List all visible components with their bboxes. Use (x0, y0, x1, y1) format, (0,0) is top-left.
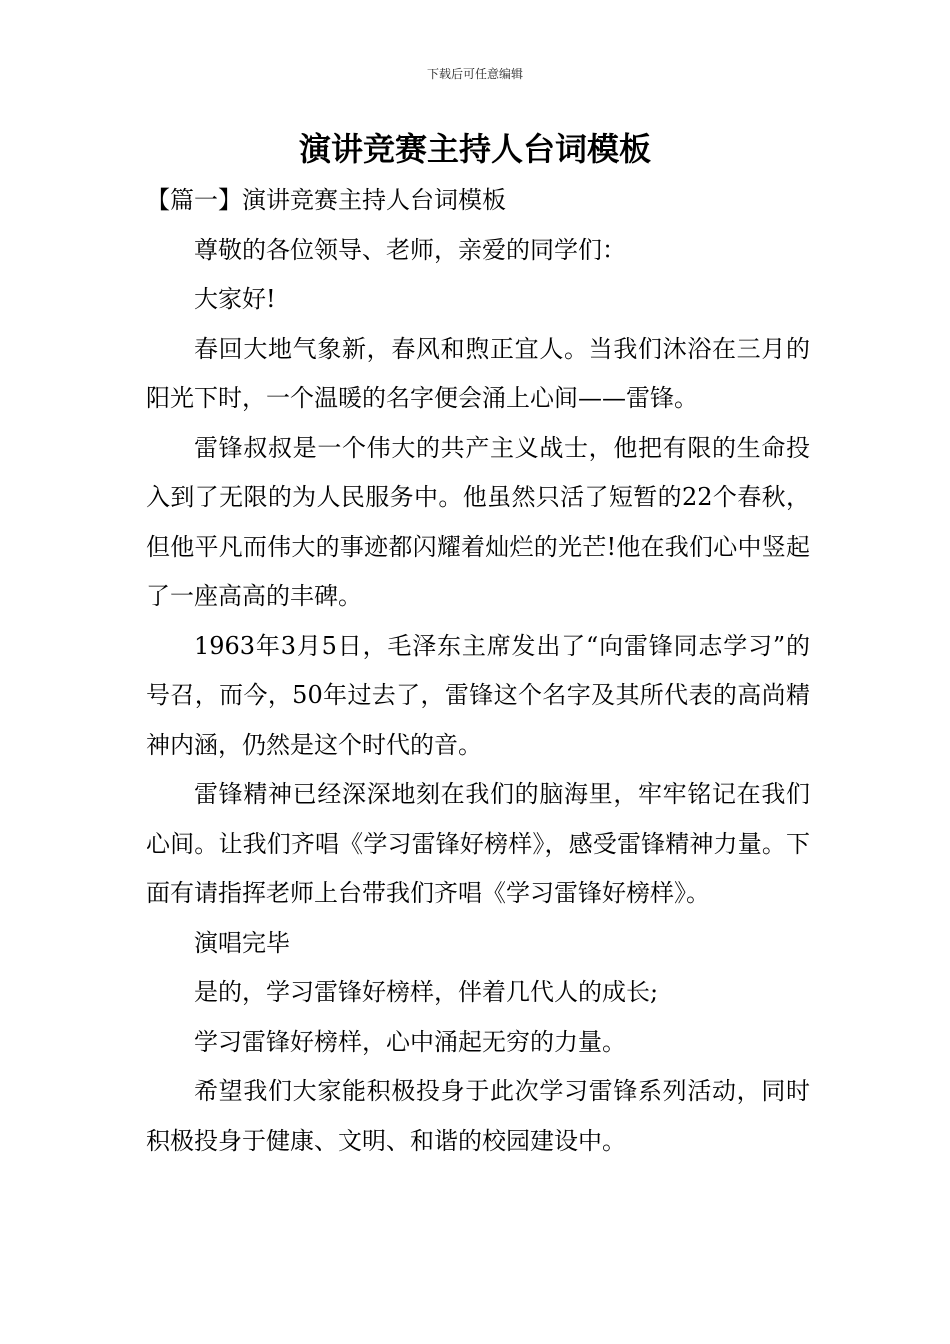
paragraph-lyric-1: 是的，学习雷锋好榜样，伴着几代人的成长; (194, 978, 659, 1006)
paragraph-song-end: 演唱完毕 (194, 928, 290, 957)
document-title: 演讲竞赛主持人台词模板 (298, 130, 651, 168)
paragraph-lyric-2: 学习雷锋好榜样，心中涌起无穷的力量。 (194, 1027, 626, 1056)
paragraph-hello: 大家好! (194, 285, 276, 313)
paragraph-spirit: 雷锋精神已经深深地刻在我们的脑海里，牢牢铭记在我们心间。让我们齐唱《学习雷锋好榜样》，感受雷锋精神力量。下面有请指挥老师上台带我们齐唱《学习雷锋好榜样》。 (146, 780, 810, 907)
header-note: 下载后可任意编辑 (426, 67, 523, 81)
paragraph-hope: 希望我们大家能积极投身于此次学习雷锋系列活动，同时积极投身于健康、文明、和谐的校园建设中。 (146, 1077, 810, 1155)
document-body (146, 176, 810, 1166)
paragraph-spring: 春回大地气象新，春风和煦正宜人。当我们沐浴在三月的阳光下时，一个温暖的名字便会涌上心间——雷锋。 (146, 334, 810, 412)
paragraph-greeting: 尊敬的各位领导、老师，亲爱的同学们： (194, 235, 626, 264)
section-heading: 【篇一】演讲竞赛主持人台词模板 (146, 186, 506, 214)
paragraph-lei-feng: 雷锋叔叔是一个伟大的共产主义战士，他把有限的生命投入到了无限的为人民服务中。他虽然只活了短暂的22个春秋，但他平凡而伟大的事迹都闪耀着灿烂的光芒!他在我们心中竖起了一座高高的丰碑。 (146, 433, 810, 610)
paragraph-1963: 1963年3月5日，毛泽东主席发出了“向雷锋同志学习”的号召，而今，50年过去了，雷锋这个名字及其所代表的高尚精神内涵，仍然是这个时代的音。 (146, 631, 810, 759)
